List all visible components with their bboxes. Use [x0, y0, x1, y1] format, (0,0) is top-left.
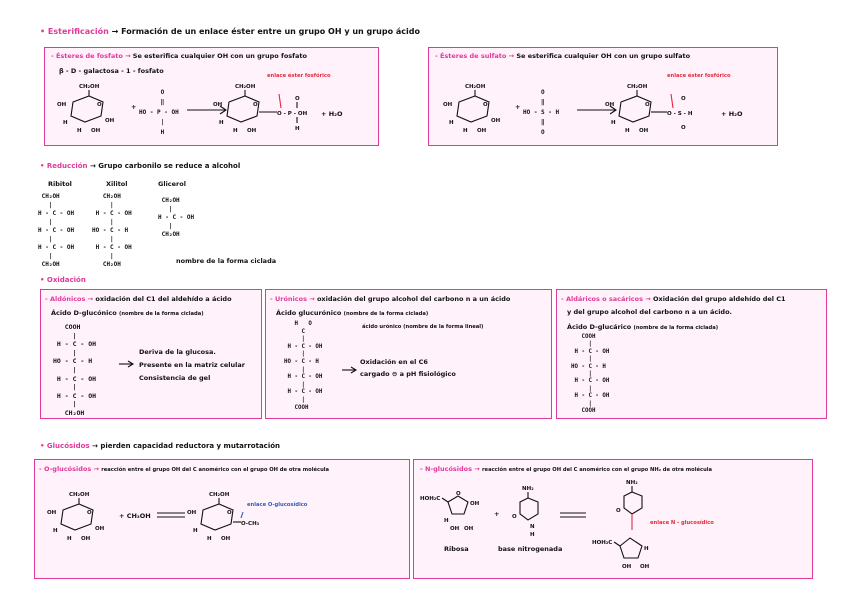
aldaricos-desc-1: Oxidación del grupo aldehído del C1	[652, 295, 786, 303]
water-product: + H₂O	[721, 110, 743, 118]
svg-text:H: H	[77, 128, 82, 134]
aldonicos-compound-note: (nombre de la forma ciclada)	[118, 311, 204, 317]
svg-text:O: O	[97, 102, 102, 108]
glucuronic-acid-formula: H O C | H - C - OH | HO - C - H | H - C - OH | H - C - OH | COOH	[284, 321, 323, 411]
aldonicos-heading	[45, 295, 232, 303]
svg-text:O: O	[253, 102, 258, 108]
reduccion-heading	[40, 162, 240, 170]
xilitol-name: Xilitol	[106, 180, 128, 188]
svg-text:OH: OH	[187, 510, 197, 516]
n-glucosidos-box	[413, 459, 813, 579]
svg-text:OH: OH	[95, 526, 105, 532]
arrow-icon: →	[93, 465, 99, 473]
svg-text:H: H	[449, 120, 454, 126]
svg-text:OH: OH	[91, 128, 101, 134]
glucosidos-heading	[40, 442, 280, 450]
aldonicos-note-2: Presente en la matriz celular	[139, 361, 245, 369]
uronicos-compound-line	[276, 309, 428, 317]
svg-text:OH: OH	[57, 102, 67, 108]
arrow-icon: →	[89, 162, 96, 170]
svg-text:OH: OH	[491, 118, 501, 124]
aldaricos-title: - Aldáricos o sacáricos	[561, 295, 643, 303]
methanol-reagent: + CH₃OH	[119, 512, 151, 520]
n-glucosidos-title: - N-glucósidos	[420, 465, 473, 473]
arrow-icon: →	[111, 27, 119, 36]
esteres-sulfato-box	[428, 47, 778, 146]
svg-text:OH: OH	[640, 564, 650, 570]
o-glucosidos-title: - O-glucósidos	[39, 465, 92, 473]
xilitol-formula: CH₂OH | H - C - OH | HO - C - H | H - C - OH | CH₂OH	[92, 193, 132, 268]
svg-text:O: O	[227, 510, 232, 516]
o-glucosidos-desc: reacción entre el grupo OH del C anomérico con el grupo OH de otra molécula	[101, 467, 330, 473]
glucose-ring-structure	[443, 82, 513, 138]
equilibrium-arrow-icon	[157, 510, 187, 520]
fosfato-title: - Ésteres de fosfato	[51, 52, 123, 60]
svg-text:H: H	[611, 120, 616, 126]
equilibrium-arrow-icon	[560, 510, 588, 520]
oxidacion-title: • Oxidación	[40, 276, 86, 284]
aldonicos-compound-line	[51, 309, 204, 317]
sulfato-bond-label: enlace éster fosfórico	[667, 73, 731, 79]
svg-text:OH: OH	[213, 102, 223, 108]
svg-text:O: O	[456, 491, 461, 497]
aldaricos-compound-line	[567, 323, 718, 331]
ribitol-name: Ribitol	[48, 180, 72, 188]
arrow-icon: →	[474, 465, 480, 473]
galactose-phosphate-structure	[213, 82, 333, 138]
arrow-icon: →	[92, 442, 98, 450]
uronicos-desc: oxidación del grupo alcohol del carbono n a un ácido	[316, 295, 511, 303]
svg-text:OH: OH	[622, 564, 632, 570]
uronicos-compound-note: (nombre de la forma ciclada)	[343, 311, 429, 317]
svg-text:H: H	[67, 536, 72, 542]
arrow-icon: →	[309, 295, 315, 303]
svg-text:H: H	[444, 518, 449, 524]
ribose-structure	[420, 488, 490, 538]
aldaricos-compound: Ácido D-glucárico	[567, 323, 632, 331]
svg-text:O: O	[483, 102, 488, 108]
arrow-icon: →	[125, 52, 131, 60]
o-glucosidos-box	[34, 459, 410, 579]
svg-text:OH: OH	[477, 128, 487, 134]
arrow-icon: →	[87, 295, 94, 303]
svg-text:H: H	[219, 120, 224, 126]
svg-text:H: H	[644, 546, 649, 552]
glucosidos-desc: pierden capacidad reductora y mutarrotación	[100, 442, 281, 450]
svg-text:O: O	[295, 96, 300, 102]
aldonicos-box	[40, 289, 262, 419]
svg-text:HOH₂C: HOH₂C	[420, 496, 441, 502]
reduccion-desc: Grupo carbonilo se reduce a alcohol	[98, 162, 241, 170]
plus-sign: +	[494, 510, 500, 518]
arrow-icon: →	[508, 52, 515, 60]
glucosidos-title: • Glucósidos	[40, 442, 90, 450]
ribose-name: Ribosa	[444, 545, 469, 553]
svg-text:CH₂OH: CH₂OH	[79, 84, 100, 90]
uronicos-open-note: ácido urónico (nombre de la forma lineal)	[362, 324, 484, 330]
reduccion-note: nombre de la forma ciclada	[176, 257, 277, 265]
svg-text:H: H	[53, 528, 58, 534]
glucose-ring-structure	[57, 82, 127, 138]
fosfato-desc: Se esterifica cualquier OH con un grupo fosfato	[132, 52, 307, 60]
svg-text:H: H	[530, 532, 535, 538]
plus-sign: +	[515, 103, 521, 111]
svg-text:H: H	[207, 536, 212, 542]
uronicos-heading	[270, 295, 510, 303]
svg-text:H: H	[193, 528, 198, 534]
svg-text:H: H	[233, 128, 238, 134]
n-glucosidos-heading	[420, 465, 712, 473]
aldaricos-box	[556, 289, 827, 419]
svg-text:O: O	[681, 125, 686, 131]
svg-text:O: O	[645, 102, 650, 108]
o-glucosidic-bond-label: enlace O-glucosídico	[247, 502, 308, 508]
svg-text:HOH₂C: HOH₂C	[592, 540, 613, 546]
svg-text:OH: OH	[639, 128, 649, 134]
uronicos-note-2: cargado ⊖ a pH fisiológico	[360, 370, 456, 378]
sulfato-heading	[435, 52, 690, 60]
uronicos-box	[265, 289, 552, 419]
svg-text:H: H	[63, 120, 68, 126]
svg-text:H: H	[625, 128, 630, 134]
svg-text:NH₂: NH₂	[626, 480, 638, 486]
ribitol-formula: CH₂OH | H - C - OH | H - C - OH | H - C - OH | CH₂OH	[38, 193, 75, 268]
fosfato-bond-label: enlace éster fosfórico	[267, 73, 331, 79]
uronicos-note-1: Oxidación en el C6	[360, 358, 428, 366]
fosfato-compound: β - D - galactosa - 1 - fosfato	[59, 67, 164, 75]
nucleoside-structure	[592, 478, 702, 574]
svg-text:CH₂OH: CH₂OH	[235, 84, 256, 90]
fosfato-heading	[51, 52, 307, 60]
uronicos-title: - Urónicos	[270, 295, 307, 303]
aldaricos-compound-note: (nombre de la forma ciclada)	[633, 325, 719, 331]
reduccion-title: • Reducción	[40, 162, 88, 170]
glucaric-acid-formula: COOH | H - C - OH | HO - C - H | H - C - OH | H - C - OH | COOH	[571, 334, 610, 415]
svg-text:OH: OH	[221, 536, 231, 542]
o-glucosidos-heading	[39, 465, 329, 473]
aldonicos-note-3: Consistencia de gel	[139, 374, 211, 382]
sulfato-desc: Se esterifica cualquier OH con un grupo sulfato	[516, 52, 691, 60]
n-glucosidic-bond-label: enlace N - glucosídico	[650, 520, 714, 526]
svg-text:H: H	[463, 128, 468, 134]
svg-text:OH: OH	[605, 102, 615, 108]
water-product: + H₂O	[321, 110, 343, 118]
glicerol-formula: CH₂OH | H - C - OH | CH₂OH	[158, 197, 195, 238]
esterificacion-title: • Esterificación	[40, 27, 109, 36]
arrow-icon	[119, 360, 135, 368]
svg-text:H: H	[295, 126, 300, 132]
svg-text:O - P - OH: O - P - OH	[277, 111, 308, 117]
svg-text:CH₂OH: CH₂OH	[465, 84, 486, 90]
svg-text:CH₂OH: CH₂OH	[627, 84, 648, 90]
svg-text:OH: OH	[443, 102, 453, 108]
svg-text:O - S - H: O - S - H	[667, 111, 693, 117]
svg-text:OH: OH	[450, 526, 460, 532]
aldonicos-title: - Aldónicos	[45, 295, 86, 303]
sulfuric-acid-formula: O ‖ HO - S - H ‖ O	[523, 89, 560, 136]
svg-text:O: O	[681, 96, 686, 102]
sulfate-ester-structure	[605, 82, 715, 138]
sulfato-title: - Ésteres de sulfato	[435, 52, 507, 60]
base-name: base nitrogenada	[498, 545, 563, 553]
arrow-icon	[342, 366, 358, 374]
aldonicos-compound: Ácido D-glucónico	[51, 309, 117, 317]
glicerol-name: Glicerol	[158, 180, 186, 188]
esterificacion-heading	[40, 27, 420, 36]
svg-text:OH: OH	[464, 526, 474, 532]
aldaricos-heading	[561, 295, 786, 303]
svg-text:OH: OH	[81, 536, 91, 542]
svg-text:O: O	[616, 508, 621, 514]
esteres-fosfato-box	[44, 47, 379, 146]
plus-sign: +	[131, 103, 137, 111]
svg-text:CH₂OH: CH₂OH	[69, 492, 90, 498]
aldonicos-desc: oxidación del C1 del aldehído a ácido	[95, 295, 232, 303]
phosphoric-acid-formula: O ‖ HO - P - OH | H	[139, 89, 179, 136]
svg-text:CH₂OH: CH₂OH	[209, 492, 230, 498]
svg-text:OH: OH	[247, 128, 257, 134]
aldonicos-note-1: Deriva de la glucosa.	[139, 348, 216, 356]
uronicos-compound: Ácido glucurónico	[276, 309, 342, 317]
n-glucosidos-desc: reacción entre el grupo OH del C anomérico con el grupo NH₂ de otra molécula	[482, 467, 713, 473]
svg-text:N: N	[530, 524, 535, 530]
glucose-ring-structure	[47, 490, 117, 546]
svg-text:O: O	[512, 514, 517, 520]
svg-text:OH: OH	[47, 510, 57, 516]
nitrogenous-base-structure	[508, 484, 558, 540]
methyl-glucoside-structure	[187, 490, 297, 546]
gluconic-acid-formula: COOH | H - C - OH | HO - C - H | H - C - OH | H - C - OH | CH₂OH	[53, 323, 97, 417]
arrow-icon: →	[645, 295, 651, 303]
svg-text:O-CH₃: O-CH₃	[241, 521, 260, 527]
svg-text:OH: OH	[470, 501, 480, 507]
svg-text:OH: OH	[105, 118, 115, 124]
esterificacion-desc: Formación de un enlace éster entre un grupo OH y un grupo ácido	[121, 27, 420, 36]
svg-text:NH₂: NH₂	[522, 486, 534, 492]
aldaricos-desc-2: y del grupo alcohol del carbono n a un ácido.	[567, 308, 733, 316]
svg-text:O: O	[87, 510, 92, 516]
